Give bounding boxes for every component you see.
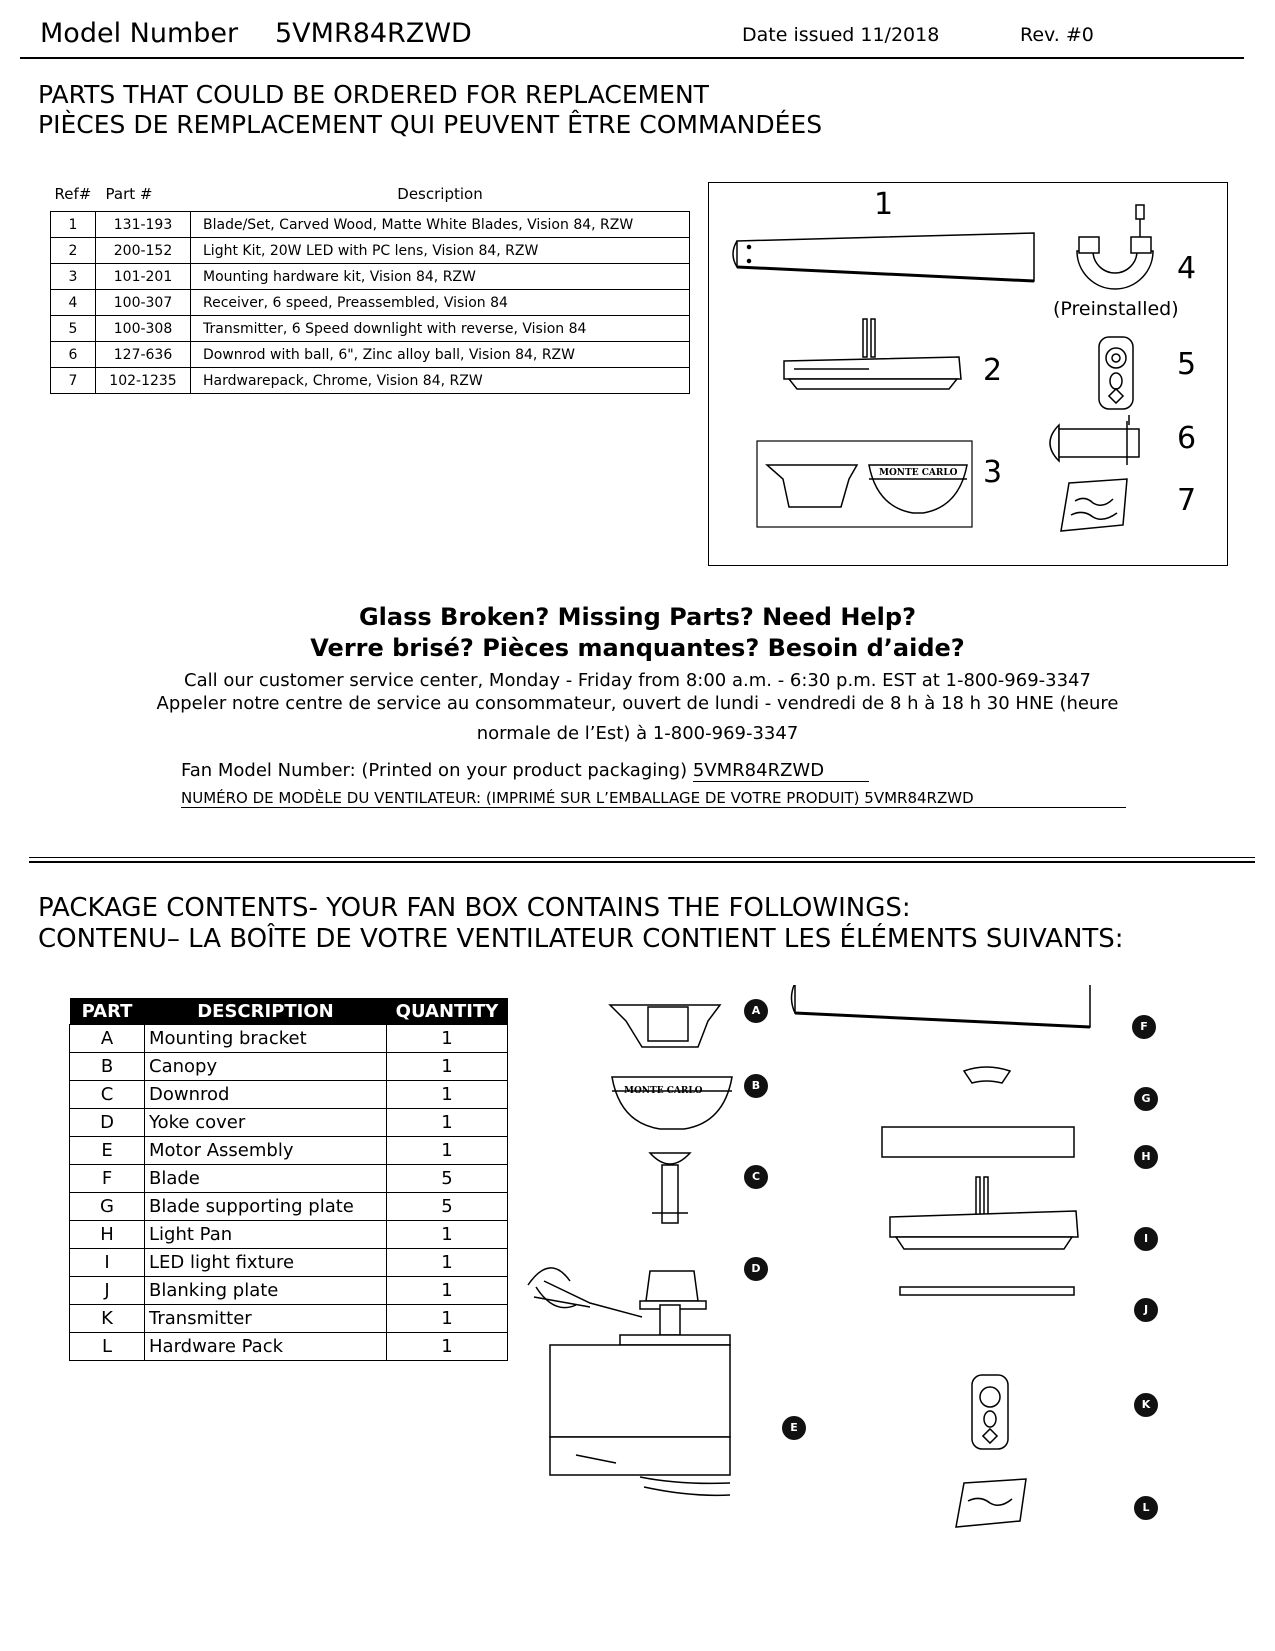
table-header-row (51, 176, 690, 212)
cell-qty: 5 (387, 1193, 508, 1221)
illus-number-7: 7 (1177, 483, 1197, 518)
cell-part: J (70, 1277, 145, 1305)
cell-desc: Transmitter, 6 Speed downlight with reverse, Vision 84 (191, 316, 690, 342)
badge-b: B (744, 1074, 768, 1098)
package-title-en: PACKAGE CONTENTS- YOUR FAN BOX CONTAINS THE FOLLOWINGS: (38, 893, 911, 923)
cell-desc: Mounting hardware kit, Vision 84, RZW (191, 264, 690, 290)
table-row (51, 316, 690, 342)
badge-f: F (1132, 1015, 1156, 1039)
cell-desc: Blade (145, 1165, 387, 1193)
table-row (70, 1025, 508, 1053)
help-line-3: normale de l’Est) à 1-800-969-3347 (476, 723, 799, 744)
cell-desc: Receiver, 6 speed, Preassembled, Vision 84 (191, 290, 690, 316)
table-row (51, 368, 690, 394)
cell-part: 100-307 (96, 290, 191, 316)
cell-qty: 1 (387, 1081, 508, 1109)
package-drawing (520, 985, 1260, 1565)
hardware-bag-illustration (1061, 479, 1127, 531)
cell-desc: Blade/Set, Carved Wood, Matte White Blades, Vision 84, RZW (191, 212, 690, 238)
remote-illustration (1099, 337, 1133, 409)
cell-ref: 7 (51, 368, 96, 394)
blade-illustration (733, 233, 1034, 281)
cell-part: F (70, 1165, 145, 1193)
cell-ref: 2 (51, 238, 96, 264)
badge-g: G (1134, 1087, 1158, 1111)
cell-part: 131-193 (96, 212, 191, 238)
illus-number-2: 2 (983, 353, 1003, 388)
cell-ref: 4 (51, 290, 96, 316)
col-quantity: QUANTITY (387, 998, 508, 1025)
badge-c: C (744, 1165, 768, 1189)
table-row (70, 1249, 508, 1277)
cell-qty: 1 (387, 1137, 508, 1165)
cell-part: H (70, 1221, 145, 1249)
cell-part: C (70, 1081, 145, 1109)
cell-desc: Downrod (145, 1081, 387, 1109)
replacement-parts-table (50, 176, 690, 394)
package-title-fr: CONTENU– LA BOÎTE DE VOTRE VENTILATEUR CONTIENT LES ÉLÉMENTS SUIVANTS: (38, 924, 1124, 954)
fan-model-label: Fan Model Number: (Printed on your product packaging) (181, 760, 688, 781)
illus-number-4: 4 (1177, 251, 1197, 286)
section-divider (29, 857, 1255, 863)
monte-carlo-logo-b: MONTE CARLO (624, 1086, 703, 1096)
cell-desc: Motor Assembly (145, 1137, 387, 1165)
remote-illustration-k (972, 1375, 1008, 1449)
cell-part: 101-201 (96, 264, 191, 290)
illus-number-1: 1 (874, 187, 894, 222)
downrod-illustration-c (650, 1153, 690, 1223)
badge-k: K (1134, 1393, 1158, 1417)
cell-desc: Hardware Pack (145, 1333, 387, 1361)
hardware-bag-illustration-l (956, 1479, 1026, 1527)
cell-desc: Canopy (145, 1053, 387, 1081)
table-row (70, 1305, 508, 1333)
cell-part: G (70, 1193, 145, 1221)
header-divider (20, 57, 1244, 59)
cell-desc: Light Kit, 20W LED with PC lens, Vision 84, RZW (191, 238, 690, 264)
cell-desc: Blade supporting plate (145, 1193, 387, 1221)
badge-j: J (1134, 1298, 1158, 1322)
fan-model-value: 5VMR84RZWD (693, 760, 869, 782)
col-description: Description (397, 184, 483, 203)
table-row (70, 1165, 508, 1193)
table-row (70, 1277, 508, 1305)
cell-desc: LED light fixture (145, 1249, 387, 1277)
fan-model-line-en (181, 760, 869, 782)
cell-part: 100-308 (96, 316, 191, 342)
table-row (51, 342, 690, 368)
cell-qty: 1 (387, 1249, 508, 1277)
date-issued: Date issued 11/2018 (742, 24, 940, 46)
col-description: DESCRIPTION (145, 998, 387, 1025)
light-kit-illustration (784, 319, 961, 389)
cell-part: E (70, 1137, 145, 1165)
cell-desc: Light Pan (145, 1221, 387, 1249)
monte-carlo-logo: MONTE CARLO (879, 468, 958, 478)
cell-part: A (70, 1025, 145, 1053)
parts-drawing (709, 183, 1227, 565)
cell-ref: 6 (51, 342, 96, 368)
revision: Rev. #0 (1020, 24, 1094, 46)
table-row (51, 238, 690, 264)
table-row (70, 1081, 508, 1109)
cell-qty: 1 (387, 1053, 508, 1081)
cell-desc: Downrod with ball, 6", Zinc alloy ball, Vision 84, RZW (191, 342, 690, 368)
help-title-fr: Verre brisé? Pièces manquantes? Besoin d’aide? (310, 634, 965, 662)
blanking-plate-illustration (900, 1287, 1074, 1295)
cell-ref: 1 (51, 212, 96, 238)
canopy-illustration (612, 1077, 732, 1129)
preinstalled-note: (Preinstalled) (1053, 298, 1179, 320)
cell-desc: Mounting bracket (145, 1025, 387, 1053)
cell-part: 102-1235 (96, 368, 191, 394)
illus-number-6: 6 (1177, 421, 1197, 456)
cell-part: L (70, 1333, 145, 1361)
cell-desc: Yoke cover (145, 1109, 387, 1137)
illus-number-3: 3 (983, 455, 1003, 490)
mounting-bracket-illustration (610, 1005, 720, 1047)
table-row (70, 1137, 508, 1165)
table-row (51, 212, 690, 238)
badge-a: A (744, 999, 768, 1023)
help-title-en: Glass Broken? Missing Parts? Need Help? (358, 603, 917, 631)
illus-number-5: 5 (1177, 347, 1197, 382)
table-row (70, 1053, 508, 1081)
table-row (70, 1221, 508, 1249)
table-row (70, 1193, 508, 1221)
receiver-illustration (1077, 205, 1153, 289)
cell-qty: 1 (387, 1109, 508, 1137)
fan-model-line-fr: NUMÉRO DE MODÈLE DU VENTILATEUR: (IMPRIMÉ SUR L’EMBALLAGE DE VOTRE PRODUIT) 5VMR84RZWD (181, 789, 1126, 808)
col-ref: Ref# (54, 184, 92, 203)
cell-qty: 1 (387, 1221, 508, 1249)
replacement-illustrations (708, 182, 1228, 566)
model-number-value: 5VMR84RZWD (275, 18, 472, 49)
badge-i: I (1134, 1227, 1158, 1251)
cell-part: I (70, 1249, 145, 1277)
cell-part: 200-152 (96, 238, 191, 264)
cell-qty: 1 (387, 1025, 508, 1053)
replacement-title-en: PARTS THAT COULD BE ORDERED FOR REPLACEMENT (38, 80, 709, 109)
blade-illustration-f (792, 985, 1091, 1027)
cell-part: K (70, 1305, 145, 1333)
badge-l: L (1134, 1496, 1158, 1520)
table-header-row (70, 998, 508, 1025)
cell-ref: 5 (51, 316, 96, 342)
cell-desc: Hardwarepack, Chrome, Vision 84, RZW (191, 368, 690, 394)
light-pan-illustration (882, 1127, 1074, 1157)
col-part: PART (70, 998, 145, 1025)
table-row (51, 290, 690, 316)
replacement-title-fr: PIÈCES DE REMPLACEMENT QUI PEUVENT ÊTRE COMMANDÉES (38, 110, 823, 139)
cell-qty: 1 (387, 1277, 508, 1305)
model-number-label: Model Number (40, 18, 239, 49)
badge-e: E (782, 1416, 806, 1440)
cell-qty: 1 (387, 1333, 508, 1361)
help-line-1: Call our customer service center, Monday - Friday from 8:00 a.m. - 6:30 p.m. EST at 1-800-969-3347 (184, 670, 1091, 691)
yoke-cover-illustration (640, 1271, 706, 1309)
blade-plate-illustration (964, 1067, 1010, 1083)
cell-desc: Blanking plate (145, 1277, 387, 1305)
table-row (70, 1109, 508, 1137)
cell-qty: 1 (387, 1305, 508, 1333)
badge-d: D (744, 1257, 768, 1281)
cell-ref: 3 (51, 264, 96, 290)
table-row (51, 264, 690, 290)
cell-part: B (70, 1053, 145, 1081)
cell-part: 127-636 (96, 342, 191, 368)
package-contents-table (69, 998, 508, 1361)
cell-desc: Transmitter (145, 1305, 387, 1333)
cell-part: D (70, 1109, 145, 1137)
cell-qty: 5 (387, 1165, 508, 1193)
badge-h: H (1134, 1145, 1158, 1169)
downrod-illustration (1050, 415, 1139, 465)
led-fixture-illustration (890, 1177, 1078, 1249)
col-part-number: Part # (105, 184, 153, 203)
table-row (70, 1333, 508, 1361)
help-line-2: Appeler notre centre de service au consommateur, ouvert de lundi - vendredi de 8 h à 18 h 30 HNE (heure (156, 693, 1119, 714)
